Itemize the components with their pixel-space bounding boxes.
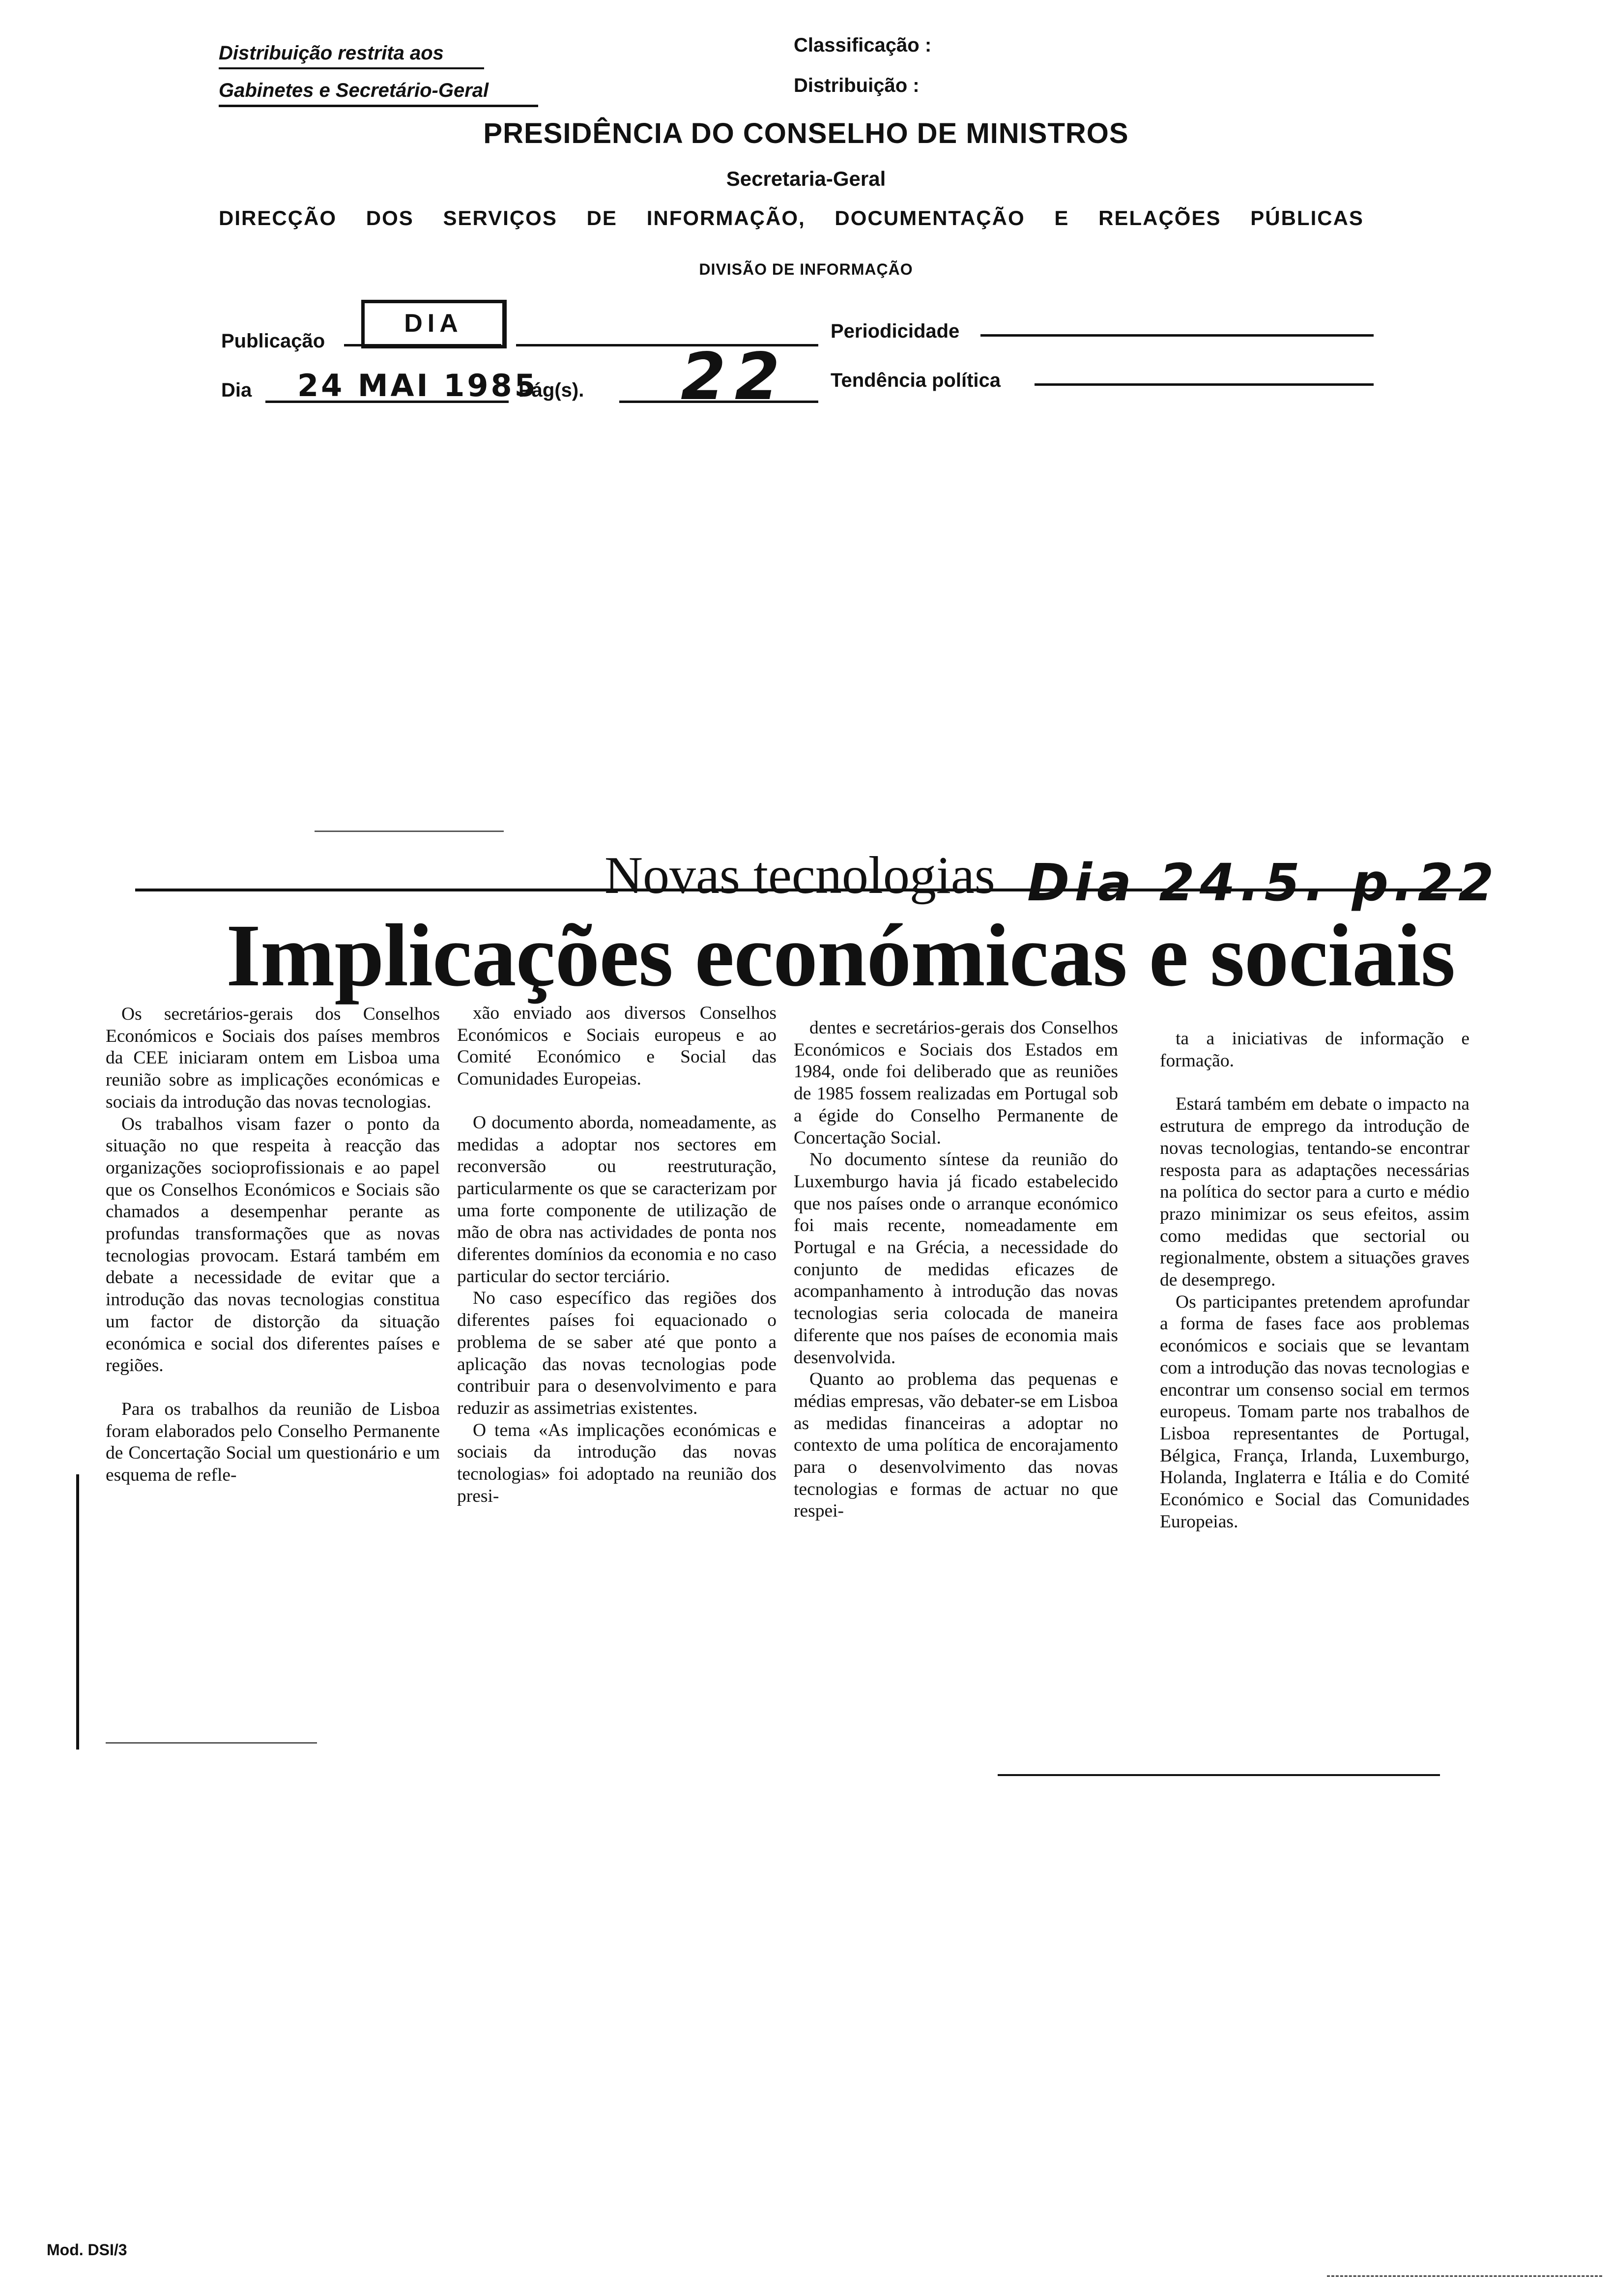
paragraph: ta a iniciativas de informação e formação.: [1160, 1029, 1469, 1071]
paragraph: Os participantes pretendem aprofundar a forma de fases face aos problemas económicos e sociais que se levantam com a introdução das novas tecnologias e encontrar um consenso social em termos europeus. Tomam parte nos trabalhos de Lisboa representantes de Portugal, Bélgica, França, Irlanda, Luxemburgo, Holanda, Inglaterra e Itália e do Comité Económico e Social das Comunidades Europeias.: [1160, 1292, 1469, 1532]
tendencia-label: Tendência política: [831, 370, 1001, 391]
periodicidade-blank: [980, 334, 1374, 337]
margin-mark: [76, 1474, 79, 1750]
paragraph: xão enviado aos diversos Conselhos Económicos e Sociais europeus e ao Comité Económico e Social das Comunidades Europeias.: [457, 1003, 777, 1090]
direccao-word: DOCUMENTAÇÃO: [835, 206, 1025, 230]
handwritten-reference: Dia 24.5. p.22: [1027, 853, 1499, 913]
pags-label: Pág(s).: [518, 379, 584, 401]
direccao-word: DIRECÇÃO: [219, 206, 337, 230]
pags-handwritten: 22: [681, 339, 789, 415]
article-column-3: [794, 1017, 1118, 1522]
restricted-distribution-line1: Distribuição restrita aos: [219, 42, 444, 64]
article-column-1: [106, 1004, 440, 1487]
underline: [219, 67, 484, 69]
direccao-word: SERVIÇOS: [443, 206, 557, 230]
paragraph: Os secretários-gerais dos Conselhos Económicos e Sociais dos países membros da CEE iniciaram ontem em Lisboa uma reunião sobre as implicações económicas e sociais da introdução das novas tecnologias.: [106, 1004, 440, 1112]
direccao-word: DE: [586, 206, 617, 230]
paragraph: O documento aborda, nomeadamente, as medidas a adoptar nos sectores em reconversão ou reestruturação, particularmente os que se caracterizam por uma forte componente de utilização de mão de obra nas actividades de ponta nos diferentes domínios da economia e no caso particular do sector terciário.: [457, 1112, 777, 1287]
divisao-informacao: DIVISÃO DE INFORMAÇÃO: [699, 260, 913, 278]
article-column-4: [1160, 1028, 1469, 1533]
publicacao-stamp: DIA: [361, 300, 507, 348]
direccao-word: E: [1054, 206, 1069, 230]
periodicidade-label: Periodicidade: [831, 320, 960, 342]
paragraph: Para os trabalhos da reunião de Lisboa foram elaborados pelo Conselho Permanente de Concertação Social um questionário e um esquema de refle-: [106, 1399, 440, 1486]
publicacao-label: Publicação: [221, 330, 325, 352]
article-column-2: [457, 1003, 777, 1507]
paragraph: No caso específico das regiões dos diferentes países foi equacionado o problema de se saber até que ponto a aplicação das novas tecnologias pode contribuir para o desenvolvimento e para reduzir as assimetrias existentes.: [457, 1288, 777, 1418]
paragraph: No documento síntese da reunião do Luxemburgo havia já ficado estabelecido que nos países onde o arranque económico foi mais recente, nomeadamente em Portugal e na Grécia, a necessidade do conjunto de medidas eficazes de acompanhamento à introdução das novas tecnologias seria colocada de maneira diferente que nos países de economia mais desenvolvida.: [794, 1149, 1118, 1368]
rule-fragment: [106, 1742, 317, 1744]
direccao-word: DOS: [366, 206, 414, 230]
dia-label: Dia: [221, 379, 252, 401]
direccao-word: RELAÇÕES: [1098, 206, 1221, 230]
direccao-word: INFORMAÇÃO,: [646, 206, 806, 230]
paragraph: Quanto ao problema das pequenas e médias empresas, vão debater-se em Lisboa as medidas financeiras a adoptar no contexto de uma política de encorajamento para o desenvolvimento das novas tecnologias e formas de actuar no que respei-: [794, 1369, 1118, 1521]
paragraph: Estará também em debate o impacto na estrutura de emprego da introdução de novas tecnologias, tentando-se encontrar resposta para as adaptações necessárias na política do sector para a curto e médio prazo minimizar os seus efeitos, assim como medidas que sectorial ou regionalmente, obstem a situações graves de desemprego.: [1160, 1094, 1469, 1291]
paragraph: O tema «As implicações económicas e sociais da introdução das novas tecnologias» foi adoptado na reunião dos presi-: [457, 1420, 777, 1506]
restricted-distribution-line2: Gabinetes e Secretário-Geral: [219, 80, 489, 101]
closing-rule: [998, 1774, 1440, 1776]
underline: [219, 105, 538, 107]
scan-noise: [1327, 2275, 1602, 2277]
secretaria-geral: Secretaria-Geral: [726, 167, 886, 190]
direccao-line: [219, 206, 1364, 230]
article-headline: Implicações económicas e sociais: [226, 906, 1455, 1005]
direccao-word: PÚBLICAS: [1250, 206, 1364, 230]
dia-stamp: 24 MAI 1985: [297, 368, 538, 403]
distribuicao-label: Distribuição :: [794, 75, 920, 96]
presidencia-title: PRESIDÊNCIA DO CONSELHO DE MINISTROS: [483, 117, 1129, 149]
rule-fragment: [315, 831, 504, 832]
article-kicker: Novas tecnologias: [604, 846, 995, 905]
form-model-code: Mod. DSI/3: [47, 2241, 127, 2259]
paragraph: Os trabalhos visam fazer o ponto da situação no que respeita à reacção das organizações socioprofissionais e ao papel que os Conselhos Económicos e Sociais são chamados a desempenhar perante as profundas transformações que as novas tecnologias provocam. Estará também em debate a necessidade de evitar que a introdução das novas tecnologias constitua um factor de distorção da situação económica e social dos diferentes países e regiões.: [106, 1114, 440, 1376]
paragraph: dentes e secretários-gerais dos Conselhos Económicos e Sociais dos Estados em 1984, onde foi deliberado que as reuniões de 1985 fossem realizadas em Portugal sob a égide do Conselho Permanente de Concertação Social.: [794, 1018, 1118, 1148]
classificacao-label: Classificação :: [794, 34, 932, 56]
tendencia-blank: [1035, 383, 1374, 386]
